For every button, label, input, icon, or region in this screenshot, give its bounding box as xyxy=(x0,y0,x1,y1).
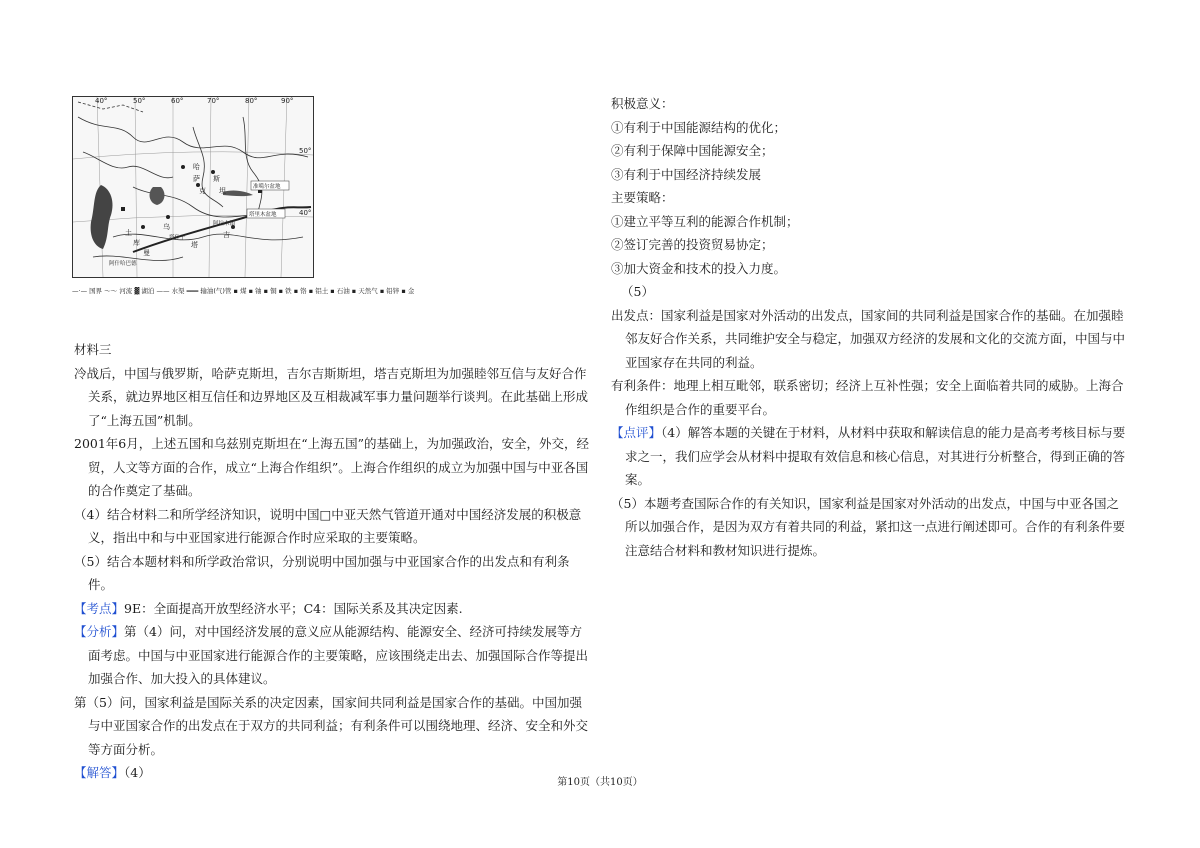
lat-label: 40° xyxy=(299,209,312,217)
paragraph: 有利条件：地理上相互毗邻，联系密切；经济上互补性强；安全上面临着共同的威胁。上海合作组织是合作的重要平台。 xyxy=(611,378,1124,417)
kaodian-tag: 【考点】 xyxy=(74,600,125,616)
answer-line: （5） xyxy=(621,284,654,299)
lon-label: 90° xyxy=(281,97,294,105)
map-legend: —·— 国界 ～～ 河流 ▓ 湖泊 —— 水渠 ═══ 输油(气)管 ▪ 煤 ▪ 铀 ▪ 铜 ▪ 铁 ▪ 铬 ▪ 铝土 ▪ 石油 ▪ 天然气 ▪ 铅锌 ▪ 金 xyxy=(72,287,415,295)
paragraph: 第（5）问，国家利益是国际关系的决定因素，国家间共同利益是国家合作的基础。中国加强与中亚国家合作的出发点在于双方的共同利益；有利条件可以围绕地理、经济、安全和外交等方面分析。 xyxy=(74,694,589,757)
place-label: 坦 xyxy=(219,187,226,195)
map-drawing xyxy=(73,97,313,277)
left-column xyxy=(74,338,594,785)
right-column xyxy=(611,92,1131,562)
place-label: 乌 xyxy=(163,223,170,231)
paragraph: （5）本题考查国际合作的有关知识，国家利益是国家对外活动的出发点，中国与中亚各国之所以加强合作，是因为双方有着共同的利益，紧扣这一点进行阐述即可。合作的有利条件要注意结合材料和教材知识进行提炼。 xyxy=(611,495,1126,558)
place-label: 塔里木盆地 xyxy=(249,212,277,218)
place-label: 塔什干 xyxy=(169,235,186,241)
aral-sea xyxy=(150,187,165,205)
place-label: 土 xyxy=(125,229,132,237)
answer-line: ②有利于保障中国能源安全； xyxy=(611,143,774,158)
lon-label: 50° xyxy=(133,97,146,105)
answer-line: ①有利于中国能源结构的优化； xyxy=(611,119,787,135)
answer-line: ③加大资金和技术的投入力度。 xyxy=(611,260,787,276)
caspian-sea xyxy=(91,185,113,249)
place-label: 曼 xyxy=(143,249,150,257)
paragraph: 2001年6月，上述五国和乌兹别克斯坦在“上海五国”的基础上，为加强政治，安全，外交，经贸，人文等方面的合作，成立“上海合作组织”。上海合作组织的成立为加强中国与中亚各国的合作奠定了基础。 xyxy=(74,436,590,498)
paragraph: 出发点：国家利益是国家对外活动的出发点，国家间的共同利益是国家合作的基础。在加强睦邻友好合作关系，共同维护安全与稳定，加强双方经济的发展和文化的交流方面，中国与中亚国家存在共同的利益。 xyxy=(611,307,1126,370)
central-asia-map xyxy=(72,96,314,278)
place-label: 克 xyxy=(199,187,206,195)
lon-label: 80° xyxy=(245,97,258,105)
lon-label: 40° xyxy=(95,97,108,105)
place-label: 哈 xyxy=(193,163,200,171)
place-label: 塔 xyxy=(191,241,198,249)
question-4: （4）结合材料二和所学经济知识，说明中国□中亚天然气管道开通对中国经济发展的积极意义，指出中和与中亚国家进行能源合作时应采取的主要策略。 xyxy=(74,506,582,545)
jieda-tag: 【解答】 xyxy=(74,765,125,780)
answer-line: ③有利于中国经济持续发展 xyxy=(611,166,762,182)
place-label: 萨 xyxy=(193,175,200,183)
jieda-text: （4） xyxy=(124,765,151,780)
place-label: 阿什哈巴德 xyxy=(109,261,137,267)
fenxi-text: 第（4）问，对中国经济发展的意义应从能源结构、能源安全、经济可持续发展等方面考虑。中国与中亚国家进行能源合作的主要策略，应该围绕走出去、加强国际合作等提出加强合作、加大投入的具体建议。 xyxy=(88,624,589,686)
fenxi-paragraph xyxy=(74,620,594,691)
lon-label: 70° xyxy=(207,97,220,105)
question-5: （5）结合本题材料和所学政治常识，分别说明中国加强与中亚国家合作的出发点和有利条件。 xyxy=(74,553,570,592)
dianping-paragraph xyxy=(611,421,1131,492)
lat-label: 50° xyxy=(299,147,312,155)
answer-line: ②签订完善的投资贸易协定； xyxy=(611,237,774,252)
place-label: 斯 xyxy=(213,175,220,183)
lake-balkhash xyxy=(223,191,253,197)
dianping-text: （4）解答本题的关键在于材料，从材料中获取和解读信息的能力是高考考核目标与要求之一，我们应学会从材料中提取有效信息和核心信息，对其进行分析整合，得到正确的答案。 xyxy=(625,425,1126,487)
place-label: 阿拉木图 xyxy=(213,221,236,227)
place-label: 吉 xyxy=(223,231,230,239)
place-label: 库 xyxy=(133,239,140,247)
paragraph: 冷战后，中国与俄罗斯，哈萨克斯坦，吉尔吉斯斯坦，塔吉克斯坦为加强睦邻互信与友好合作关系，就边界地区相互信任和边界地区及互相裁减军事力量问题举行谈判。在此基础上形成了“上海五国”机制。 xyxy=(74,365,589,428)
dianping-tag: 【点评】 xyxy=(611,425,662,440)
fenxi-tag: 【分析】 xyxy=(74,624,125,639)
kaodian-text: 9E：全面提高开放型经济水平；C4：国际关系及其决定因素. xyxy=(124,600,463,616)
lon-label: 60° xyxy=(171,97,184,105)
kaodian-paragraph xyxy=(74,597,594,621)
answer-line: 积极意义： xyxy=(611,96,674,111)
answer-line: ①建立平等互利的能源合作机制； xyxy=(611,213,799,229)
answer-line: 主要策略： xyxy=(611,190,674,205)
place-label: 准噶尔盆地 xyxy=(253,184,281,190)
material-three-heading: 材料三 xyxy=(74,342,112,357)
page-footer: 第10页（共10页） xyxy=(557,777,643,788)
